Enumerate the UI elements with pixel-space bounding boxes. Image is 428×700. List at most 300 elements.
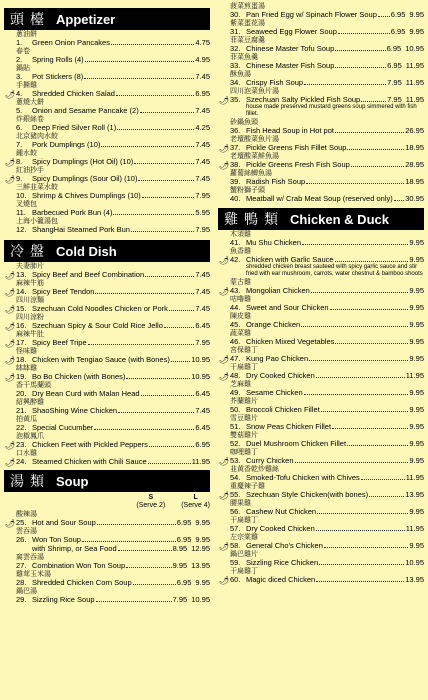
dot-leader [335,261,409,262]
item-name: Cashew Nut Chicken [246,507,317,516]
spicy-pepper-icon: 🌶 [5,441,16,450]
menu-item [230,465,424,482]
soup-header-en: Soup [56,473,89,489]
item-price: 7.95 [195,225,210,234]
item-chinese-name: 咕嚕雞 [230,295,251,303]
item-row [230,541,424,550]
item-name: Chinese Master Tofu Soup [246,44,335,53]
spicy-pepper-icon: 🌶 [5,271,16,280]
item-name: Dry Cooked Chicken [246,524,315,533]
item-chinese-name: 酸辣湯 [16,510,37,518]
item-price: 9.95 [409,507,424,516]
item-number: 19. [16,372,27,381]
item-chinese-name: 四川涼麵 [16,296,44,304]
menu-item [16,381,210,398]
menu-item [16,398,210,415]
menu-item [16,30,210,47]
item-row [230,255,424,264]
menu-item [230,516,424,533]
item-row [230,405,424,414]
menu-item [230,380,424,397]
item-row [230,61,424,70]
item-row [230,238,424,247]
dot-leader [171,361,190,362]
dot-leader [169,310,194,311]
item-row [16,321,210,330]
item-name: Crispy Fish Soup [246,78,304,87]
item-name: Szechuan Cold Noodles Chicken or Pork [32,304,168,313]
menu-item [16,115,210,132]
chicken-duck-header-en: Chicken & Duck [290,211,389,227]
dot-leader [94,429,194,430]
dot-leader [338,33,390,34]
item-chinese-name: 干扁雞丁 [230,363,258,371]
item-price-large: 11.95 [405,61,424,70]
dot-leader [96,601,172,602]
item-name: Sesame Chicken [246,388,303,397]
item-row [16,270,210,279]
item-row [16,174,210,183]
soup-continued-section [214,0,428,203]
dot-leader [116,95,194,96]
item-price: 7.45 [195,304,210,313]
item-row [16,561,210,570]
spicy-pepper-icon: 🌶 [5,519,16,528]
item-chinese-name: 木須雞 [230,230,251,238]
dot-leader [301,326,408,327]
item-chinese-name: 叉燒包 [16,200,37,208]
item-number: 43. [230,286,241,295]
spicy-pepper-icon: 🌶 [219,355,230,364]
dot-leader [149,446,195,447]
item-name: Radish Fish Soup [246,177,306,186]
item-price: 7.45 [195,406,210,415]
appetizer-items [0,30,214,234]
dot-leader [95,293,194,294]
item-price: 9.95 [172,561,188,570]
soup-items [0,510,214,604]
item-chinese-name: 雲吞湯 [16,527,37,535]
item-number: 48. [230,371,241,380]
item-number: 53. [230,456,241,465]
item-chinese-name: 鍋巴湯 [16,587,37,595]
dot-leader [145,276,194,277]
spicy-pepper-icon: 🌶 [5,158,16,167]
item-price: 4.95 [195,55,210,64]
item-name: Snow Peas Chicken Fillet [246,422,332,431]
item-chinese-name: 干扁雞丁 [230,516,258,524]
item-chinese-name: 蒙古雞 [230,278,251,286]
item-chinese-name: 怪味雞 [16,347,37,355]
item-row [230,575,424,584]
menu-item [219,87,424,118]
item-price: 6.45 [195,423,210,432]
dot-leader [164,327,194,328]
item-price: 7.95 [172,595,188,604]
item-number: 32. [230,44,241,53]
item-price: 9.95 [409,405,424,414]
item-chinese-name: 泡椒鳳爪 [16,432,44,440]
item-chinese-name: 缽缽雞 [16,364,37,372]
item-chinese-name: 蔥油餅 [16,30,37,38]
item-number: 13. [16,270,27,279]
item-name: Szechuan Spicy & Sour Cold Rice Jello [32,321,163,330]
item-row [16,578,210,587]
cold-dish-header [4,240,210,262]
item-price: 9.95 [409,422,424,431]
spicy-pepper-icon: 🌶 [5,322,16,331]
item-row [16,191,210,200]
item-name: Combination Won Ton Soup [32,561,126,570]
item-price: 7.45 [195,72,210,81]
item-name: Deep Fried Silver Roll (1) [32,123,117,132]
dot-leader [361,101,386,102]
dot-leader [84,78,194,79]
item-chinese-name: 酥魚湯 [230,70,251,78]
item-price: 11.95 [405,371,424,380]
item-chinese-name: 春卷 [16,47,30,55]
item-row [230,303,424,312]
item-row [16,338,210,347]
menu-item [5,364,210,382]
menu-item [16,183,210,200]
item-price: 6.45 [195,321,210,330]
item-price: 6.95 [390,10,406,19]
soup-header-zh: 湯類 [10,474,50,490]
item-name: Spicy Beef Tripe [32,338,87,347]
menu-item [230,431,424,448]
menu-item [219,482,424,500]
item-chinese-name: 蔬菜雞 [230,329,251,337]
item-number: 15. [16,304,27,313]
item-row [16,304,210,313]
item-name: Spicy Dumplings (Hot Oil) (10) [32,157,134,166]
dot-leader [134,163,194,164]
menu-item [16,200,210,217]
item-price: 7.45 [195,106,210,115]
menu-item [5,449,210,467]
dot-leader [324,547,409,548]
item-name: Special Cucumber [32,423,94,432]
item-chinese-name: 芝麻雞 [230,380,251,388]
item-number: 41. [230,238,241,247]
item-number: 50. [230,405,241,414]
item-price: 6.95 [390,27,406,36]
dot-leader [335,50,385,51]
menu-item [16,217,210,234]
menu-item [219,135,424,153]
item-name: Curry Chicken [246,456,294,465]
menu-item [16,553,210,570]
item-chinese-name: 腰果雞 [230,499,251,507]
menu-item [230,329,424,346]
item-chinese-name: 蟹粉獅子頭 [230,186,265,194]
item-number: 56. [230,507,241,516]
item-number: 21. [16,406,27,415]
dot-leader [133,584,176,585]
item-price: 18.95 [405,143,424,152]
item-number: 17. [16,338,27,347]
item-price: 13.95 [405,490,424,499]
item-row [16,355,210,364]
item-row [230,456,424,465]
spicy-pepper-icon: 🌶 [219,256,230,265]
spicy-pepper-icon: 🌶 [5,288,16,297]
item-chinese-name: 菲菜豆腐羹 [230,36,265,44]
item-row [230,422,424,431]
item-number: 58. [230,541,241,550]
item-name: Pot Stickers (8) [32,72,84,81]
item-number: 45. [230,320,241,329]
item-name: Pickle Greens Fresh Fish Soup [246,160,350,169]
item-row [230,371,424,380]
item-row [230,524,424,533]
right-column [214,0,428,584]
item-chinese-name: 三鮮韭菜水餃 [16,183,58,191]
cold-dish-header-zh: 冷盤 [10,244,50,260]
item-chinese-name: 麻辣牛筋 [16,279,44,287]
item-price: 9.95 [409,456,424,465]
item-number: 35. [230,95,241,104]
dot-leader [306,183,404,184]
soup-section [0,470,214,604]
item-price-large: 9.95 [409,27,424,36]
dot-leader [394,200,404,201]
item-row [230,320,424,329]
item-name: Barbecued Pork Bun (4) [32,208,113,217]
soup-size-l: L (Serve 4) [181,494,210,509]
menu-item [219,363,424,381]
item-price: 6.95 [386,44,402,53]
dot-leader [335,343,408,344]
dot-leader [311,292,409,293]
item-number: 54. [230,473,241,482]
item-row [230,194,424,203]
item-name: Won Ton Soup [32,535,81,544]
menu-item [16,544,210,553]
item-number: 49. [230,388,241,397]
item-name: Onion and Sesame Pancake (2) [32,106,139,115]
item-row [230,507,424,516]
menu-item [230,499,424,516]
spicy-pepper-icon: 🌶 [219,287,230,296]
dot-leader [82,541,176,542]
item-row [16,423,210,432]
item-chinese-name: 芥蘭雞片 [230,397,258,405]
item-name: Green Onion Pancakes [32,38,110,47]
cold-dish-header-en: Cold Dish [56,243,117,259]
item-name: Smoked-Tofu Chicken with Chives [246,473,360,482]
item-price: 26.95 [405,126,424,135]
item-price: 7.45 [195,174,210,183]
item-name: Chicken Feet with Pickled Peppers [32,440,148,449]
chicken-duck-section [214,208,428,584]
menu-item [5,330,210,348]
item-chinese-name: 干扁雞丁 [230,567,258,575]
menu-item [230,295,424,312]
item-price: 4.25 [195,123,210,132]
dot-leader [138,180,194,181]
item-name: Hot and Sour Soup [32,518,96,527]
item-chinese-name: 宮保雞丁 [230,346,258,354]
item-price: 6.95 [195,440,210,449]
item-chinese-name: 北京豬肉水餃 [16,132,58,140]
item-number: 42. [230,255,241,264]
item-number: 29. [16,595,27,604]
item-price: 11.95 [191,457,210,466]
menu-item [219,346,424,364]
menu-item [16,47,210,64]
menu-item [5,296,210,314]
item-price: 9.95 [409,354,424,363]
item-name: Broccoli Chicken Fillet [246,405,320,414]
dot-leader [126,378,190,379]
spicy-pepper-icon: 🌶 [5,339,16,348]
item-row [16,595,210,604]
item-number: 24. [16,457,27,466]
menu-item [230,186,424,203]
item-number: 16. [16,321,27,330]
item-price-large: 9.95 [409,10,424,19]
dot-leader [351,166,404,167]
item-name: Seaweed Egg Flower Soup [246,27,337,36]
spicy-pepper-icon: 🌶 [219,491,230,500]
item-price-large: 10.95 [405,44,424,53]
spicy-pepper-icon: 🌶 [219,144,230,153]
item-price: 9.95 [409,439,424,448]
item-price: 13.95 [405,575,424,584]
menu-item [230,550,424,567]
spicy-pepper-icon: 🌶 [219,96,230,105]
item-number: 47. [230,354,241,363]
item-number: 2. [16,55,23,64]
menu-item [5,510,210,528]
item-price: 6.45 [195,389,210,398]
item-number: 27. [16,561,27,570]
item-number: 3. [16,72,23,81]
item-number: 9. [16,174,23,183]
item-name: General Cho's Chicken [246,541,323,550]
item-row [16,287,210,296]
soup-header [4,470,210,492]
item-row [230,27,424,36]
dot-leader [304,84,386,85]
dot-leader [335,132,404,133]
dot-leader [309,360,408,361]
menu-item [230,414,424,431]
dot-leader [295,462,409,463]
item-name: Chinese Master Fish Soup [246,61,335,70]
menu-item [230,397,424,414]
item-price-large: 11.95 [405,95,424,104]
item-price: 9.95 [409,337,424,346]
menu-item [230,169,424,186]
chicken-duck-items [214,230,428,584]
item-row [16,389,210,398]
dot-leader [126,567,171,568]
item-name: Magic diced Chicken [246,575,316,584]
item-number: 14. [16,287,27,296]
item-row [230,354,424,363]
item-price: 7.45 [195,287,210,296]
item-name: Meatball w/ Crab Meat Soup (reserved only) [246,194,393,203]
item-row [16,72,210,81]
item-name: Szechuan Salty Pickled Fish Soup [246,95,361,104]
item-number: 59. [230,558,241,567]
item-number: 26. [16,535,27,544]
item-number: 18. [16,355,27,364]
item-name: Shredded Chicken Corn Soup [32,578,132,587]
item-price: 9.95 [409,255,424,264]
item-price: 9.95 [409,541,424,550]
item-row [16,225,210,234]
item-row [16,372,210,381]
item-name: Spicy Beef and Beef Combination [32,270,145,279]
item-price: 11.95 [405,524,424,533]
item-chinese-name: 蘿蔔絲鯽魚湯 [230,169,272,177]
item-price: 6.95 [176,535,192,544]
menu-item [5,279,210,297]
item-chinese-name: 麻辣牛肚 [16,330,44,338]
dot-leader [85,61,195,62]
item-name: Kung Pao Chicken [246,354,309,363]
menu-item [5,347,210,365]
spicy-pepper-icon: 🌶 [5,175,16,184]
item-number: 51. [230,422,241,431]
menu-item [5,81,210,99]
dot-leader [88,344,195,345]
item-price: 10.95 [191,355,210,364]
item-name: Chicken Mixed Vegetables [246,337,335,346]
item-price-large: 11.95 [405,78,424,87]
item-row [230,439,424,448]
item-price: 6.95 [195,89,210,98]
item-row [16,406,210,415]
item-price: 18.95 [405,177,424,186]
item-chinese-name: 魚香雞 [230,247,251,255]
appetizer-header [4,8,210,30]
item-number: 20. [16,389,27,398]
item-chinese-name: 砂鍋魚頭 [230,118,258,126]
item-row [16,55,210,64]
item-price: 28.95 [405,160,424,169]
item-chinese-name: 蔥燒大餅 [16,98,44,106]
item-name: Dry Bean Curd with Malan Head [32,389,140,398]
item-row [16,38,210,47]
menu-item [230,19,424,36]
item-price: 10.95 [191,372,210,381]
chicken-duck-header [218,208,424,230]
item-name: Chicken with Garlic Sauce [246,255,334,264]
item-number: 12. [16,225,27,234]
item-name: Chicken with Tengiao Sauce (with Bones) [32,355,170,364]
item-chinese-name: 重慶辣子雞 [230,482,265,490]
item-name: Steamed Chicken with Chili Sauce [32,457,147,466]
item-chinese-name: 手撕雞 [16,81,37,89]
item-name: Shredded Chicken Salad [32,89,115,98]
spicy-pepper-icon: 🌶 [219,372,230,381]
item-name: Mongolian Chicken [246,286,310,295]
item-chinese-name: 陳皮雞 [230,312,251,320]
item-price: 7.95 [387,78,402,87]
item-row [230,143,424,152]
item-name: Pan Fried Egg w/ Spinach Flower Soup [246,10,377,19]
item-name: Pickle Greens Fish Fillet Soup [246,143,347,152]
spicy-pepper-icon: 🌶 [5,373,16,382]
appetizer-header-en: Appetizer [56,11,116,27]
item-chinese-name: 老壇酸菜鮮魚湯 [230,152,279,160]
item-row [16,157,210,166]
